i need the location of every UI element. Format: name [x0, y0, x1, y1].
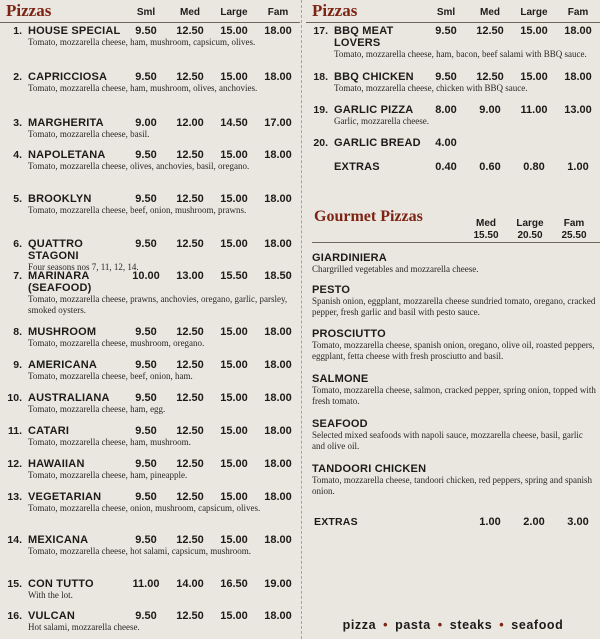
- item-price: 12.50: [176, 25, 204, 37]
- size-label: Med: [476, 218, 496, 229]
- item-name: CATARI: [28, 425, 70, 437]
- item-price: 18.00: [264, 71, 292, 83]
- size-label: Large: [220, 7, 248, 18]
- item-price: 12.50: [176, 458, 204, 470]
- menu-item-line: [306, 104, 600, 116]
- left-header: [0, 0, 300, 23]
- item-name: BBQ MEAT LOVERS: [334, 25, 394, 49]
- menu-item-line: [0, 25, 300, 37]
- item-price: 12.50: [176, 359, 204, 371]
- item-price: 18.00: [264, 458, 292, 470]
- bullet-icon: •: [437, 618, 443, 632]
- item-price: 18.00: [264, 149, 292, 161]
- item-price: 15.00: [220, 149, 248, 161]
- menu-item: [306, 104, 600, 127]
- item-name: GARLIC PIZZA: [334, 104, 414, 116]
- gourmet-item-description: Tomato, mozzarella cheese, salmon, cracked pepper, spring onion, topped with fresh tomato.: [312, 385, 596, 406]
- item-description: Tomato, mozzarella cheese, basil.: [28, 129, 150, 139]
- footer-word: seafood: [511, 618, 564, 632]
- item-price: 18.00: [264, 425, 292, 437]
- menu-item: [0, 238, 300, 273]
- menu-item-line: [0, 392, 300, 404]
- item-name: MARINARA (SEAFOOD): [28, 270, 92, 294]
- gourmet-title: Gourmet Pizzas: [314, 208, 423, 225]
- item-number: 20.: [313, 137, 328, 149]
- menu-item: [0, 491, 300, 514]
- item-name: QUATTRO STAGONI: [28, 238, 83, 262]
- item-price: 0.80: [523, 161, 545, 173]
- item-number: 17.: [313, 25, 328, 37]
- item-price: 12.50: [476, 71, 504, 83]
- item-number: 5.: [13, 193, 22, 205]
- menu-item-line: [0, 193, 300, 205]
- menu-item-line: [0, 238, 300, 262]
- menu-item-line: [0, 326, 300, 338]
- size-label: Fam: [563, 218, 585, 229]
- extras-price: 1.00: [479, 516, 501, 528]
- menu-item: [0, 534, 300, 557]
- item-price: 1.00: [567, 161, 589, 173]
- bullet-icon: •: [499, 618, 505, 632]
- right-header: [306, 0, 600, 23]
- item-price: 9.00: [135, 117, 157, 129]
- gourmet-item: [312, 463, 596, 497]
- item-price: 13.00: [564, 104, 592, 116]
- item-price: 9.50: [435, 25, 457, 37]
- item-number: 10.: [7, 392, 22, 404]
- item-description: Tomato, mozzarella cheese, chicken with BBQ sauce.: [334, 83, 528, 93]
- menu-item: [0, 610, 300, 633]
- item-price: 15.00: [220, 193, 248, 205]
- item-description: Tomato, mozzarella cheese, olives, anchovies, basil, oregano.: [28, 161, 250, 171]
- size-label: Med: [180, 7, 200, 18]
- item-price: 18.00: [264, 238, 292, 250]
- menu-item-line: [0, 149, 300, 161]
- item-number: 13.: [7, 491, 22, 503]
- item-name: MEXICANA: [28, 534, 89, 546]
- menu-item: [0, 25, 300, 48]
- item-description: Tomato, mozzarella cheese, mushroom, oregano.: [28, 338, 205, 348]
- item-price: 9.50: [135, 610, 157, 622]
- item-description: Hot salami, mozzarella cheese.: [28, 622, 140, 632]
- item-price: 9.00: [479, 104, 501, 116]
- item-price: 15.00: [220, 326, 248, 338]
- item-name: AUSTRALIANA: [28, 392, 110, 404]
- menu-item: [0, 71, 300, 94]
- menu-item: [0, 359, 300, 382]
- item-price: 0.60: [479, 161, 501, 173]
- menu-item-line: [306, 137, 600, 149]
- item-price: 11.00: [520, 104, 548, 116]
- menu-item-line: [0, 458, 300, 470]
- item-price: 9.50: [135, 458, 157, 470]
- menu-item: [306, 71, 600, 94]
- size-label: Large: [516, 218, 544, 229]
- section-title: Pizzas: [6, 1, 52, 20]
- gourmet-item-description: Spanish onion, eggplant, mozzarella cheese sundried tomato, oregano, cracked pepper, fresh garlic and basil with pesto sauce.: [312, 296, 596, 317]
- item-description: Tomato, mozzarella cheese, prawns, anchovies, oregano, garlic, parsley, smoked oysters.: [28, 294, 288, 315]
- item-price: 9.50: [135, 238, 157, 250]
- item-price: 14.50: [220, 117, 248, 129]
- size-price: 15.50: [473, 230, 499, 241]
- size-label: Sml: [436, 7, 456, 18]
- item-name: HOUSE SPECIAL: [28, 25, 121, 37]
- item-price: 9.50: [135, 71, 157, 83]
- item-price: 15.00: [220, 610, 248, 622]
- item-price: 18.00: [264, 359, 292, 371]
- item-number: 9.: [13, 359, 22, 371]
- item-price: 15.50: [220, 270, 248, 282]
- item-price: 12.50: [476, 25, 504, 37]
- item-price: 12.50: [176, 326, 204, 338]
- item-price: 18.00: [264, 491, 292, 503]
- item-number: 8.: [13, 326, 22, 338]
- item-price: 12.00: [176, 117, 204, 129]
- menu-item: [0, 425, 300, 448]
- menu-item: [306, 137, 600, 149]
- item-price: 12.50: [176, 149, 204, 161]
- item-price: 17.00: [264, 117, 292, 129]
- gourmet-extras-row: [306, 516, 600, 528]
- footer-word: steaks: [449, 618, 493, 632]
- item-price: 12.50: [176, 392, 204, 404]
- menu-item-line: [0, 610, 300, 622]
- gourmet-item-name: PROSCIUTTO: [312, 328, 386, 340]
- item-name: GARLIC BREAD: [334, 137, 421, 149]
- gourmet-item: [312, 373, 596, 407]
- item-description: Tomato, mozzarella cheese, ham, mushroom, capsicum, olives.: [28, 37, 256, 47]
- gourmet-item-name: SALMONE: [312, 373, 369, 385]
- item-description: Tomato, mozzarella cheese, beef, onion, ham.: [28, 371, 193, 381]
- item-description: Tomato, mozzarella cheese, ham, pineapple.: [28, 470, 188, 480]
- item-price: 9.50: [435, 71, 457, 83]
- item-price: 0.40: [435, 161, 457, 173]
- item-price: 9.50: [135, 392, 157, 404]
- size-label: Fam: [267, 7, 289, 18]
- item-price: 18.00: [264, 610, 292, 622]
- item-number: 15.: [7, 578, 22, 590]
- gourmet-rule: [312, 242, 600, 243]
- menu-item-line: [0, 578, 300, 590]
- item-price: 9.50: [135, 149, 157, 161]
- item-price: 10.00: [132, 270, 160, 282]
- item-number: 12.: [7, 458, 22, 470]
- gourmet-item-name: PESTO: [312, 284, 351, 296]
- size-label: Sml: [136, 7, 156, 18]
- item-description: Tomato, mozzarella cheese, onion, mushroom, capsicum, olives.: [28, 503, 261, 513]
- item-number: 16.: [7, 610, 22, 622]
- item-price: 8.00: [435, 104, 457, 116]
- item-price: 4.00: [435, 137, 457, 149]
- right-column: [306, 0, 600, 639]
- item-price: 13.00: [176, 270, 204, 282]
- item-price: 12.50: [176, 610, 204, 622]
- item-name: BROOKLYN: [28, 193, 92, 205]
- bullet-icon: •: [383, 618, 389, 632]
- item-price: 15.00: [220, 71, 248, 83]
- item-name: HAWAIIAN: [28, 458, 85, 470]
- menu-item-line: [306, 161, 600, 173]
- gourmet-item: [312, 284, 596, 318]
- extras-price: 3.00: [567, 516, 589, 528]
- item-price: 15.00: [220, 238, 248, 250]
- item-name: VEGETARIAN: [28, 491, 102, 503]
- size-price: 25.50: [561, 230, 587, 241]
- column-divider: [301, 0, 303, 639]
- menu-item-line: [306, 71, 600, 83]
- item-price: 9.50: [135, 359, 157, 371]
- item-description: With the lot.: [28, 590, 73, 600]
- item-price: 15.00: [220, 359, 248, 371]
- item-price: 12.50: [176, 71, 204, 83]
- item-description: Tomato, mozzarella cheese, hot salami, capsicum, mushroom.: [28, 546, 252, 556]
- gourmet-item-description: Tomato, mozzarella cheese, spanish onion, oregano, olive oil, roasted peppers, eggplant, fetta cheese with fresh prosciutto and basil.: [312, 340, 595, 361]
- size-label: Large: [520, 7, 548, 18]
- item-description: Tomato, mozzarella cheese, ham, egg.: [28, 404, 166, 414]
- item-name: NAPOLETANA: [28, 149, 106, 161]
- item-price: 18.00: [264, 193, 292, 205]
- item-price: 15.00: [220, 491, 248, 503]
- item-number: 4.: [13, 149, 22, 161]
- item-price: 9.50: [135, 326, 157, 338]
- gourmet-item: [312, 252, 596, 275]
- item-description: Garlic, mozzarella cheese.: [334, 116, 429, 126]
- item-number: 2.: [13, 71, 22, 83]
- item-number: 19.: [313, 104, 328, 116]
- item-price: 12.50: [176, 491, 204, 503]
- item-price: 11.00: [132, 578, 160, 590]
- item-price: 9.50: [135, 193, 157, 205]
- item-number: 1.: [13, 25, 22, 37]
- section-title: Pizzas: [312, 1, 358, 20]
- gourmet-item: [312, 328, 596, 362]
- item-name: MARGHERITA: [28, 117, 104, 129]
- menu-item-line: [0, 534, 300, 546]
- menu-item: [0, 149, 300, 172]
- item-name: BBQ CHICKEN: [334, 71, 414, 83]
- item-price: 18.50: [264, 270, 292, 282]
- item-name: VULCAN: [28, 610, 76, 622]
- gourmet-item-name: SEAFOOD: [312, 418, 368, 430]
- menu-item-line: [0, 270, 300, 294]
- size-label: Med: [480, 7, 500, 18]
- item-number: 11.: [7, 425, 22, 437]
- gourmet-item-description: Tomato, mozzarella cheese, tandoori chicken, red peppers, spring and spanish onion.: [312, 475, 593, 496]
- item-price: 9.50: [135, 491, 157, 503]
- item-price: 15.00: [220, 458, 248, 470]
- item-price: 15.00: [220, 425, 248, 437]
- gourmet-sizes: [464, 218, 596, 242]
- item-description: Tomato, mozzarella cheese, ham, mushroom.: [28, 437, 191, 447]
- gourmet-item-description: Chargrilled vegetables and mozzarella cheese.: [312, 264, 479, 274]
- footer-tagline: [306, 618, 600, 632]
- gourmet-size-col: [508, 218, 552, 242]
- menu-item-line: [306, 25, 600, 49]
- item-description: Four seasons nos 7, 11, 12, 14.: [28, 262, 139, 272]
- menu-item: [0, 458, 300, 481]
- menu-item-line: [0, 71, 300, 83]
- item-name: CAPRICCIOSA: [28, 71, 108, 83]
- item-price: 12.50: [176, 193, 204, 205]
- item-price: 18.00: [264, 25, 292, 37]
- item-price: 15.00: [520, 25, 548, 37]
- gourmet-size-col: [464, 218, 508, 242]
- item-price: 12.50: [176, 238, 204, 250]
- gourmet-item-name: TANDOORI CHICKEN: [312, 463, 427, 475]
- item-name: MUSHROOM: [28, 326, 97, 338]
- item-price: 16.50: [220, 578, 248, 590]
- item-name: AMERICANA: [28, 359, 98, 371]
- gourmet-header: [306, 208, 600, 241]
- menu-item: [0, 578, 300, 601]
- menu-item: [306, 161, 600, 173]
- menu-item: [0, 270, 300, 316]
- item-price: 9.50: [135, 25, 157, 37]
- item-price: 12.50: [176, 425, 204, 437]
- item-number: 7.: [13, 270, 22, 282]
- item-price: 9.50: [135, 534, 157, 546]
- item-price: 12.50: [176, 534, 204, 546]
- item-number: 3.: [13, 117, 22, 129]
- footer-word: pasta: [395, 618, 431, 632]
- item-price: 18.00: [264, 392, 292, 404]
- menu-item: [306, 25, 600, 60]
- item-price: 18.00: [564, 71, 592, 83]
- menu-item-line: [0, 359, 300, 371]
- size-price: 20.50: [517, 230, 543, 241]
- item-number: 18.: [313, 71, 328, 83]
- menu-item-line: [0, 425, 300, 437]
- item-description: Tomato, mozzarella cheese, beef, onion, mushroom, prawns.: [28, 205, 247, 215]
- menu-item: [0, 117, 300, 140]
- gourmet-item-name: GIARDINIERA: [312, 252, 387, 264]
- item-price: 14.00: [176, 578, 204, 590]
- gourmet-item: [312, 418, 596, 452]
- item-description: Tomato, mozzarella cheese, ham, bacon, beef salami with BBQ sauce.: [334, 49, 587, 59]
- menu-item-line: [0, 491, 300, 503]
- gourmet-size-col: [552, 218, 596, 242]
- extras-label: EXTRAS: [314, 516, 358, 528]
- item-price: 19.00: [264, 578, 292, 590]
- item-price: 9.50: [135, 425, 157, 437]
- item-name: EXTRAS: [334, 161, 380, 173]
- item-price: 18.00: [264, 326, 292, 338]
- size-label: Fam: [567, 7, 589, 18]
- item-price: 15.00: [220, 534, 248, 546]
- item-name: CON TUTTO: [28, 578, 94, 590]
- item-price: 18.00: [264, 534, 292, 546]
- menu-item: [0, 193, 300, 216]
- item-price: 18.00: [564, 25, 592, 37]
- extras-price: 2.00: [523, 516, 545, 528]
- menu-item-line: [0, 117, 300, 129]
- item-number: 6.: [13, 238, 22, 250]
- item-price: 15.00: [220, 25, 248, 37]
- menu-item: [0, 392, 300, 415]
- item-price: 15.00: [520, 71, 548, 83]
- item-number: 14.: [7, 534, 22, 546]
- gourmet-item-description: Selected mixed seafoods with napoli sauce, mozzarella cheese, basil, garlic and olive oil.: [312, 430, 583, 451]
- menu-item: [0, 326, 300, 349]
- footer-word: pizza: [342, 618, 377, 632]
- item-price: 15.00: [220, 392, 248, 404]
- item-description: Tomato, mozzarella cheese, ham, mushroom, olives, anchovies.: [28, 83, 258, 93]
